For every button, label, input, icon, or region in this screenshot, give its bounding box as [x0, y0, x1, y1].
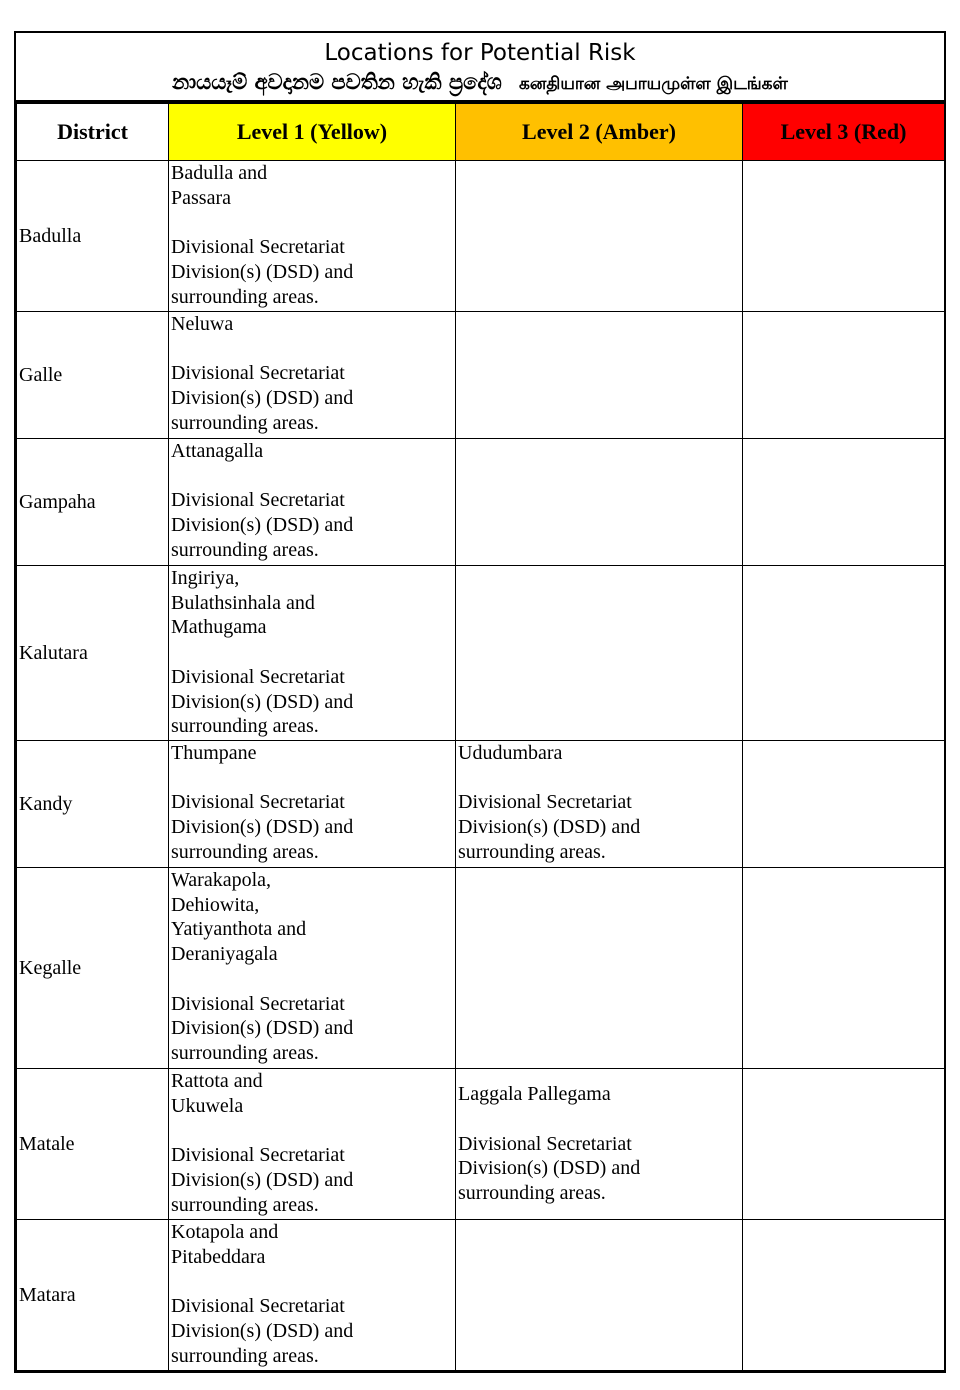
header-district: District — [17, 104, 169, 161]
level-1-cell — [169, 1220, 456, 1371]
header-level-3: Level 3 (Red) — [743, 104, 945, 161]
level-1-cell — [169, 868, 456, 1069]
level-1-cell — [169, 1069, 456, 1220]
district-cell: Galle — [17, 312, 169, 439]
district-cell: Matara — [17, 1220, 169, 1371]
location-names: Thumpane — [171, 742, 257, 764]
location-names: Attanagalla — [171, 440, 264, 462]
risk-table-sheet — [14, 31, 946, 1373]
table-row — [17, 741, 945, 868]
dsd-note: Divisional Secretariat Division(s) (DSD) and surrounding areas. — [458, 791, 641, 863]
title-block — [16, 33, 944, 103]
dsd-note: Divisional Secretariat Division(s) (DSD) and surrounding areas. — [171, 1295, 354, 1367]
location-names: Warakapola, Dehiowita, Yatiyanthota and Deraniyagala — [171, 869, 307, 966]
dsd-note: Divisional Secretariat Division(s) (DSD) and surrounding areas. — [171, 992, 354, 1064]
level-3-cell — [743, 1220, 945, 1371]
table-row — [17, 1069, 945, 1220]
level-3-cell — [743, 868, 945, 1069]
district-cell: Kalutara — [17, 566, 169, 741]
district-cell: Kandy — [17, 741, 169, 868]
level-1-cell — [169, 741, 456, 868]
district-cell: Gampaha — [17, 439, 169, 566]
location-names: Ududumbara — [458, 742, 563, 764]
location-names: Rattota and Ukuwela — [171, 1070, 263, 1117]
level-2-cell — [456, 1069, 743, 1220]
table-row — [17, 312, 945, 439]
location-names: Laggala Pallegama — [458, 1083, 611, 1106]
level-2-cell — [456, 868, 743, 1069]
dsd-note: Divisional Secretariat Division(s) (DSD) and surrounding areas. — [171, 1144, 354, 1216]
header-level-1: Level 1 (Yellow) — [169, 104, 456, 161]
level-2-cell — [456, 566, 743, 741]
level-2-cell — [456, 1220, 743, 1371]
level-3-cell — [743, 439, 945, 566]
level-3-cell — [743, 312, 945, 439]
dsd-note: Divisional Secretariat Division(s) (DSD) and surrounding areas. — [171, 489, 354, 561]
location-names: Neluwa — [171, 313, 234, 335]
location-names: Badulla and Passara — [171, 162, 268, 209]
dsd-note: Divisional Secretariat Division(s) (DSD) and surrounding areas. — [171, 791, 354, 863]
risk-table — [16, 103, 945, 1371]
dsd-note: Divisional Secretariat Division(s) (DSD) and surrounding areas. — [171, 362, 354, 434]
dsd-note: Divisional Secretariat Division(s) (DSD) and surrounding areas. — [458, 1132, 641, 1205]
level-1-cell — [169, 161, 456, 312]
dsd-note: Divisional Secretariat Division(s) (DSD) and surrounding areas. — [171, 665, 354, 738]
table-row — [17, 868, 945, 1069]
header-level-2: Level 2 (Amber) — [456, 104, 743, 161]
table-row — [17, 566, 945, 741]
table-row — [17, 1220, 945, 1371]
level-2-cell — [456, 741, 743, 868]
level-2-cell — [456, 161, 743, 312]
title-sinhala: නායයෑම් අවදානම පවතින හැකි ප්‍රදේශ — [172, 70, 502, 94]
table-row — [17, 439, 945, 566]
level-2-cell — [456, 439, 743, 566]
level-3-cell — [743, 1069, 945, 1220]
location-names: Ingiriya, Bulathsinhala and Mathugama — [171, 567, 315, 639]
district-cell: Matale — [17, 1069, 169, 1220]
location-names: Kotapola and Pitabeddara — [171, 1221, 279, 1268]
title-local — [16, 67, 944, 99]
level-3-cell — [743, 161, 945, 312]
level-2-cell — [456, 312, 743, 439]
level-3-cell — [743, 566, 945, 741]
district-cell: Kegalle — [17, 868, 169, 1069]
level-1-cell — [169, 439, 456, 566]
level-1-cell — [169, 566, 456, 741]
level-3-cell — [743, 741, 945, 868]
district-cell: Badulla — [17, 161, 169, 312]
dsd-note: Divisional Secretariat Division(s) (DSD) and surrounding areas. — [171, 236, 354, 308]
header-row — [17, 104, 945, 161]
level-1-cell — [169, 312, 456, 439]
title-tamil: கனதியான அபாயமுள்ள இடங்கள் — [519, 74, 788, 94]
title-english: Locations for Potential Risk — [324, 40, 636, 66]
table-row — [17, 161, 945, 312]
